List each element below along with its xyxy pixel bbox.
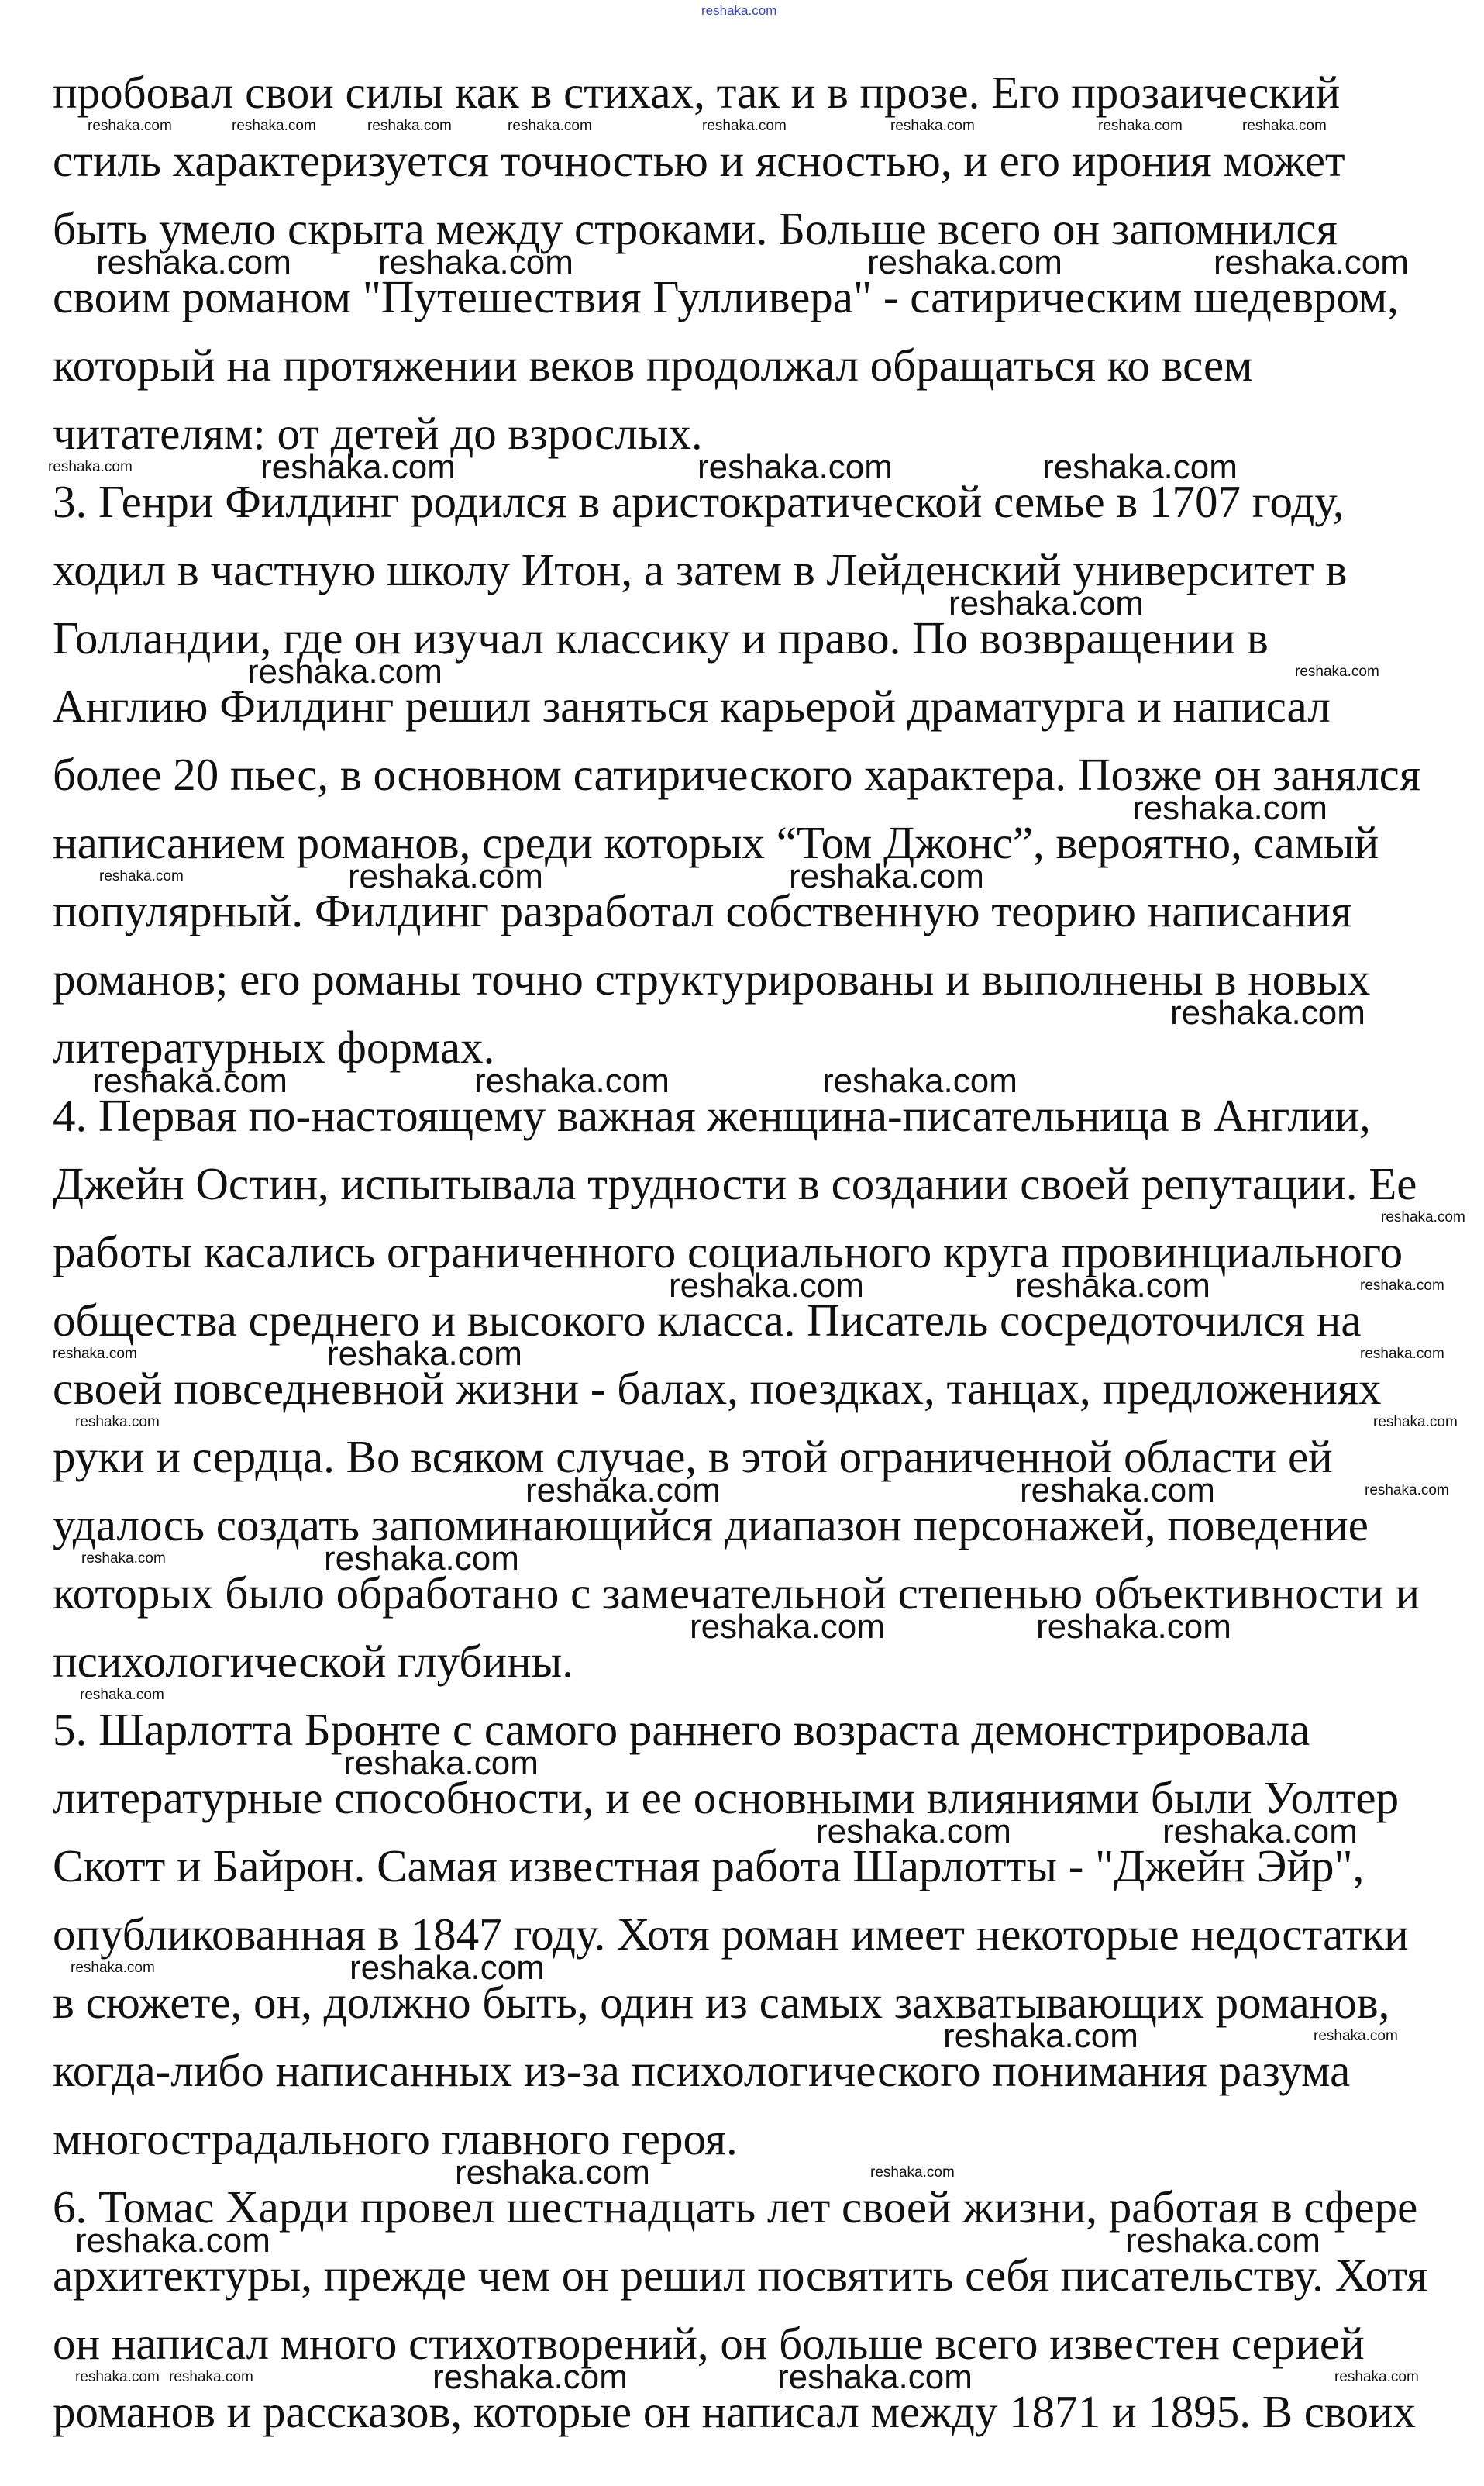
text-line: общества среднего и высокого класса. Писатель сосредоточился на bbox=[53, 1295, 1362, 1346]
watermark: reshaka.com bbox=[1381, 1209, 1465, 1226]
watermark: reshaka.com bbox=[324, 1540, 519, 1577]
text-line: Голландии, где он изучал классику и право. По возвращении в bbox=[53, 612, 1269, 664]
watermark: reshaka.com bbox=[81, 1550, 166, 1567]
watermark: reshaka.com bbox=[1242, 118, 1327, 134]
text-line: литературные способности, и ее основными влияниями были Уолтер bbox=[53, 1772, 1400, 1823]
text-line: читателям: от детей до взрослых. bbox=[53, 408, 703, 459]
text-line: который на протяжении веков продолжал обращаться ко всем bbox=[53, 340, 1253, 391]
watermark: reshaka.com bbox=[669, 1267, 864, 1305]
watermark: reshaka.com bbox=[455, 2153, 650, 2191]
watermark: reshaka.com bbox=[789, 857, 984, 895]
watermark: reshaka.com bbox=[1162, 1812, 1358, 1850]
watermark: reshaka.com bbox=[1132, 789, 1327, 827]
text-line: он написал много стихотворений, он больше всего известен серией bbox=[53, 2318, 1365, 2369]
text-line: романов и рассказов, которые он написал между 1871 и 1895. В своих bbox=[53, 2386, 1417, 2437]
watermark: reshaka.com bbox=[777, 2358, 973, 2396]
text-line: Англию Филдинг решил заняться карьерой драматурга и написал bbox=[53, 681, 1331, 732]
text-line: удалось создать запоминающийся диапазон персонажей, поведение bbox=[53, 1499, 1369, 1550]
text-line: в сюжете, он, должно быть, один из самых захватывающих романов, bbox=[53, 1977, 1390, 2028]
text-line: 4. Первая по-настоящему важная женщина-писательница в Англии, bbox=[53, 1090, 1371, 1141]
text-line: своим романом "Путешествия Гулливера" - сатирическим шедевром, bbox=[53, 271, 1399, 322]
watermark: reshaka.com bbox=[92, 1062, 288, 1100]
watermark: reshaka.com bbox=[1036, 1608, 1231, 1646]
text-line: быть умело скрыта между строками. Больше всего он запомнился bbox=[53, 203, 1338, 254]
watermark: reshaka.com bbox=[343, 1744, 539, 1782]
watermark: reshaka.com bbox=[1020, 1471, 1215, 1509]
text-line: пробовал свои силы как в стихах, так и в прозе. Его прозаический bbox=[53, 67, 1341, 118]
text-line: Скотт и Байрон. Самая известная работа Шарлотты - "Джейн Эйр", bbox=[53, 1840, 1365, 1891]
watermark: reshaka.com bbox=[1360, 1277, 1444, 1294]
text-line: популярный. Филдинг разработал собственную теорию написания bbox=[53, 885, 1352, 936]
watermark: reshaka.com bbox=[75, 2369, 160, 2385]
text-line: Джейн Остин, испытывала трудности в создании своей репутации. Ее bbox=[53, 1158, 1417, 1209]
text-line: 5. Шарлотта Бронте с самого раннего возраста демонстрировала bbox=[53, 1704, 1310, 1755]
watermark: reshaka.com bbox=[349, 1949, 545, 1987]
watermark: reshaka.com bbox=[1360, 1346, 1444, 1362]
watermark: reshaka.com bbox=[1042, 448, 1238, 486]
watermark: reshaka.com bbox=[943, 2017, 1138, 2055]
watermark: reshaka.com bbox=[71, 1960, 155, 1976]
text-line: 3. Генри Филдинг родился в аристократической семье в 1707 году, bbox=[53, 476, 1345, 527]
watermark: reshaka.com bbox=[169, 2369, 253, 2385]
text-line: которых было обработано с замечательной степенью объективности и bbox=[53, 1567, 1420, 1619]
watermark: reshaka.com bbox=[525, 1471, 721, 1509]
watermark: reshaka.com bbox=[232, 118, 316, 134]
watermark: reshaka.com bbox=[247, 653, 442, 691]
watermark: reshaka.com bbox=[890, 118, 975, 134]
watermark: reshaka.com bbox=[702, 118, 787, 134]
watermark: reshaka.com bbox=[1170, 994, 1365, 1032]
watermark: reshaka.com bbox=[1125, 2222, 1320, 2260]
watermark: reshaka.com bbox=[53, 1346, 137, 1362]
watermark: reshaka.com bbox=[48, 459, 133, 475]
text-line: многострадального главного героя. bbox=[53, 2113, 738, 2164]
watermark: reshaka.com bbox=[690, 1608, 885, 1646]
text-line: когда-либо написанных из-за психологического понимания разума bbox=[53, 2045, 1351, 2096]
text-line: психологической глубины. bbox=[53, 1636, 573, 1687]
document-body bbox=[53, 67, 1428, 2457]
watermark: reshaka.com bbox=[80, 1687, 164, 1703]
watermark: reshaka.com bbox=[870, 2164, 955, 2181]
watermark: reshaka.com bbox=[816, 1812, 1011, 1850]
watermark: reshaka.com bbox=[75, 1414, 160, 1430]
watermark: reshaka.com bbox=[1015, 1267, 1210, 1305]
text-line: романов; его романы точно структурированы и выполнены в новых bbox=[53, 953, 1371, 1005]
watermark: reshaka.com bbox=[75, 2222, 270, 2260]
watermark: reshaka.com bbox=[96, 243, 291, 281]
watermark: reshaka.com bbox=[348, 857, 543, 895]
watermark: reshaka.com bbox=[508, 118, 592, 134]
text-line: опубликованная в 1847 году. Хотя роман имеет некоторые недостатки bbox=[53, 1908, 1409, 1960]
watermark: reshaka.com bbox=[1334, 2369, 1419, 2385]
watermark: reshaka.com bbox=[949, 584, 1144, 622]
text-line: руки и сердца. Во всяком случае, в этой ограниченной области ей bbox=[53, 1431, 1333, 1482]
watermark: reshaka.com bbox=[99, 868, 184, 884]
text-line: более 20 пьес, в основном сатирического характера. Позже он занялся bbox=[53, 749, 1420, 800]
watermark: reshaka.com bbox=[88, 118, 172, 134]
watermark: reshaka.com bbox=[1098, 118, 1183, 134]
watermark: reshaka.com bbox=[867, 243, 1062, 281]
text-line: литературных формах. bbox=[53, 1022, 495, 1073]
watermark: reshaka.com bbox=[1373, 1414, 1458, 1430]
watermark: reshaka.com bbox=[260, 448, 456, 486]
watermark: reshaka.com bbox=[327, 1335, 522, 1373]
text-line: 6. Томас Харди провел шестнадцать лет своей жизни, работая в сфере bbox=[53, 2181, 1418, 2233]
text-line: ходил в частную школу Итон, а затем в Лейденский университет в bbox=[53, 544, 1348, 595]
watermark: reshaka.com bbox=[432, 2358, 628, 2396]
watermark: reshaka.com bbox=[1314, 2028, 1398, 2044]
watermark-top: reshaka.com bbox=[701, 3, 777, 18]
watermark: reshaka.com bbox=[697, 448, 893, 486]
watermark: reshaka.com bbox=[367, 118, 452, 134]
text-line: работы касались ограниченного социального круга провинциального bbox=[53, 1226, 1403, 1277]
text-line: своей повседневной жизни - балах, поездках, танцах, предложениях bbox=[53, 1363, 1382, 1414]
watermark: reshaka.com bbox=[822, 1062, 1017, 1100]
text-line: стиль характеризуется точностью и ясностью, и его ирония может bbox=[53, 135, 1345, 186]
text-line: архитектуры, прежде чем он решил посвятить себя писательству. Хотя bbox=[53, 2250, 1428, 2301]
watermark: reshaka.com bbox=[1365, 1482, 1449, 1498]
watermark: reshaka.com bbox=[378, 243, 573, 281]
watermark: reshaka.com bbox=[1295, 664, 1379, 680]
text-line: написанием романов, среди которых “Том Джонс”, вероятно, самый bbox=[53, 817, 1379, 868]
watermark: reshaka.com bbox=[1214, 243, 1409, 281]
watermark: reshaka.com bbox=[474, 1062, 670, 1100]
